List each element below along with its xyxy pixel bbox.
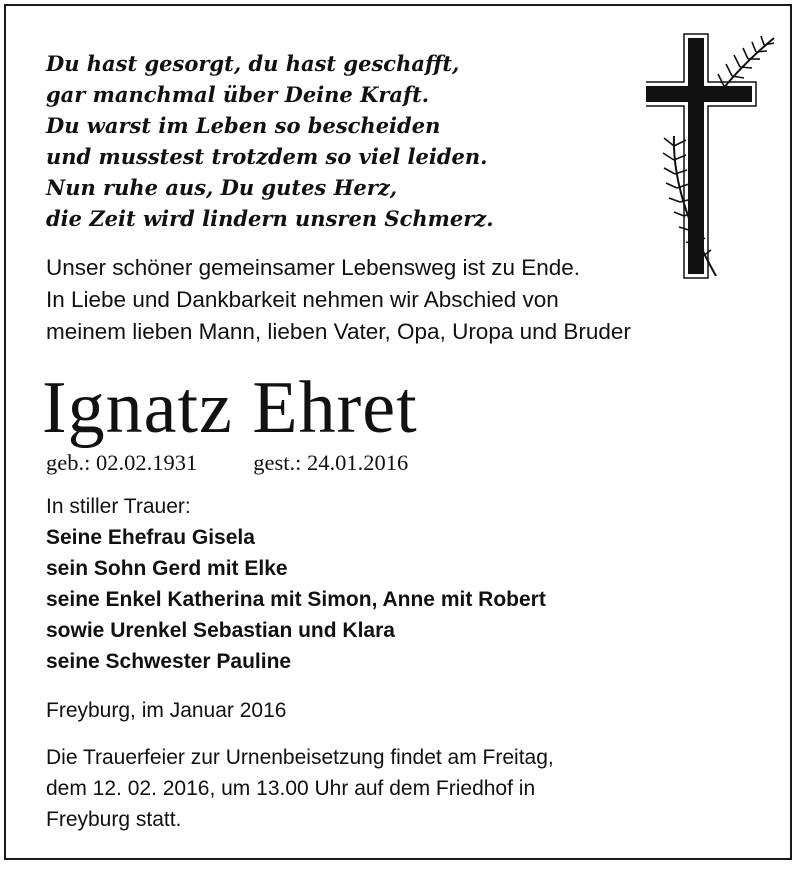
mourner-line: seine Schwester Pauline xyxy=(46,650,292,673)
cross-with-palm-icon xyxy=(646,28,786,288)
life-dates xyxy=(46,447,408,479)
poem-line: gar manchmal über Deine Kraft. xyxy=(46,82,430,107)
funeral-line: Freyburg statt. xyxy=(46,808,182,831)
intro-text xyxy=(46,252,766,348)
funeral-notice xyxy=(46,742,766,835)
intro-line: In Liebe und Dankbarkeit nehmen wir Abschied von xyxy=(46,287,559,312)
mourners-heading: In stiller Trauer: xyxy=(46,495,191,518)
poem-line: und musstest trotzdem so viel leiden. xyxy=(46,144,488,169)
mourner-line: sein Sohn Gerd mit Elke xyxy=(46,557,288,580)
memorial-poem xyxy=(46,48,494,234)
birth-date: geb.: 02.02.1931 xyxy=(46,450,198,475)
death-date: gest.: 24.01.2016 xyxy=(253,450,409,475)
mourners-list xyxy=(46,522,546,677)
poem-line: die Zeit wird lindern unsren Schmerz. xyxy=(46,206,494,231)
intro-line: meinem lieben Mann, lieben Vater, Opa, Uropa und Bruder xyxy=(46,319,631,344)
funeral-line: Die Trauerfeier zur Urnenbeisetzung findet am Freitag, xyxy=(46,746,554,769)
place-date: Freyburg, im Januar 2016 xyxy=(46,699,287,722)
funeral-line: dem 12. 02. 2016, um 13.00 Uhr auf dem Friedhof in xyxy=(46,777,536,800)
poem-line: Du hast gesorgt, du hast geschafft, xyxy=(46,51,460,76)
poem-line: Nun ruhe aus, Du gutes Herz, xyxy=(46,175,398,200)
intro-line: Unser schöner gemeinsamer Lebensweg ist zu Ende. xyxy=(46,255,581,280)
mourner-line: seine Enkel Katherina mit Simon, Anne mit Robert xyxy=(46,588,546,611)
mourner-line: sowie Urenkel Sebastian und Klara xyxy=(46,619,395,642)
deceased-name: Ignatz Ehret xyxy=(42,367,418,449)
mourner-line: Seine Ehefrau Gisela xyxy=(46,526,255,549)
poem-line: Du warst im Leben so bescheiden xyxy=(46,113,441,138)
obituary-card xyxy=(4,4,792,860)
